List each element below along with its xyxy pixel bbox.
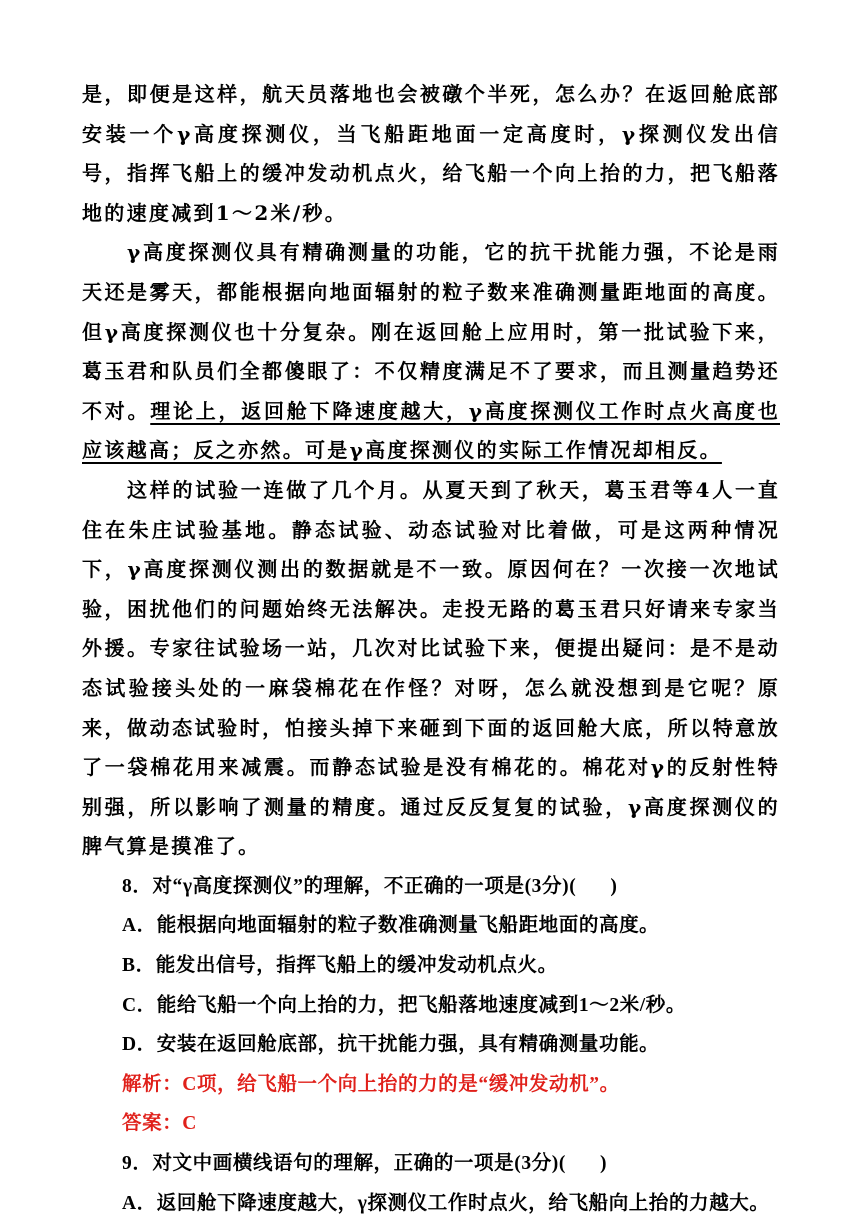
question-8-analysis: 解析：C项，给飞船一个向上抬的力的是“缓冲发动机”。: [122, 1073, 620, 1095]
question-8-option-c: C．能给飞船一个向上抬的力，把飞船落地速度减到1～2米/秒。: [122, 994, 687, 1016]
question-8-stem-close: ): [610, 875, 618, 897]
underlined-sentence: 理论上，返回舱下降速度越大，γ高度探测仪工作时点火高度也应该越高；反之亦然。可是γ高度探测仪的实际工作情况却相反。: [82, 398, 780, 463]
passage-paragraph-1: 是，即便是这样，航天员落地也会被礅个半死，怎么办？在返回舱底部安装一个γ高度探测仪，当飞船距地面一定高度时，γ探测仪发出信号，指挥飞船上的缓冲发动机点火，给飞船一个向上抬的力，把飞船落地的速度减到1～2米/秒。: [82, 82, 780, 225]
question-8-option-a: A．能根据向地面辐射的粒子数准确测量飞船距地面的高度。: [122, 915, 660, 937]
passage-paragraph-2: [82, 233, 780, 471]
question-8-option-b: B．能发出信号，指挥飞船上的缓冲发动机点火。: [122, 955, 558, 977]
question-9-stem: [82, 1144, 780, 1184]
question-9-option-a: A．返回舱下降速度越大，γ探测仪工作时点火，给飞船向上抬的力越大。: [122, 1192, 770, 1214]
passage-paragraph-2-text: γ高度探测仪具有精确测量的功能，它的抗干扰能力强，不论是雨天还是雾天，都能根据向地面辐射的粒子数来准确测量距地面的高度。但γ高度探测仪也十分复杂。刚在返回舱上应用时，第一批试验下来，葛玉君和队员们全都傻眼了：不仅精度满足不了要求，而且测量趋势还不对。: [82, 240, 780, 423]
question-8-option-d: D．安装在返回舱底部，抗干扰能力强，具有精确测量功能。: [122, 1034, 660, 1056]
question-8-answer: 答案：C: [122, 1113, 197, 1135]
passage-paragraph-3: 这样的试验一连做了几个月。从夏天到了秋天，葛玉君等4人一直住在朱庄试验基地。静态试验、动态试验对比着做，可是这两种情况下，γ高度探测仪测出的数据就是不一致。原因何在？一次接一次地试验，困扰他们的问题始终无法解决。走投无路的葛玉君只好请来专家当外援。专家往试验场一站，几次对比试验下来，便提出疑问：是不是动态试验接头处的一麻袋棉花在作怪？对呀，怎么就没想到是它呢？原来，做动态试验时，怕接头掉下来砸到下面的返回舱大底，所以特意放了一袋棉花用来减震。而静态试验是没有棉花的。棉花对γ的反射性特别强，所以影响了测量的精度。通过反反复复的试验，γ高度探测仪的脾气算是摸准了。: [82, 477, 780, 859]
question-8-stem: [82, 867, 780, 907]
question-8-stem-text: 8．对“γ高度探测仪”的理解，不正确的一项是(3分)(: [122, 875, 577, 897]
question-9-stem-close: ): [599, 1153, 608, 1175]
question-9-stem-text: 9．对文中画横线语句的理解，正确的一项是(3分)(: [122, 1153, 566, 1175]
